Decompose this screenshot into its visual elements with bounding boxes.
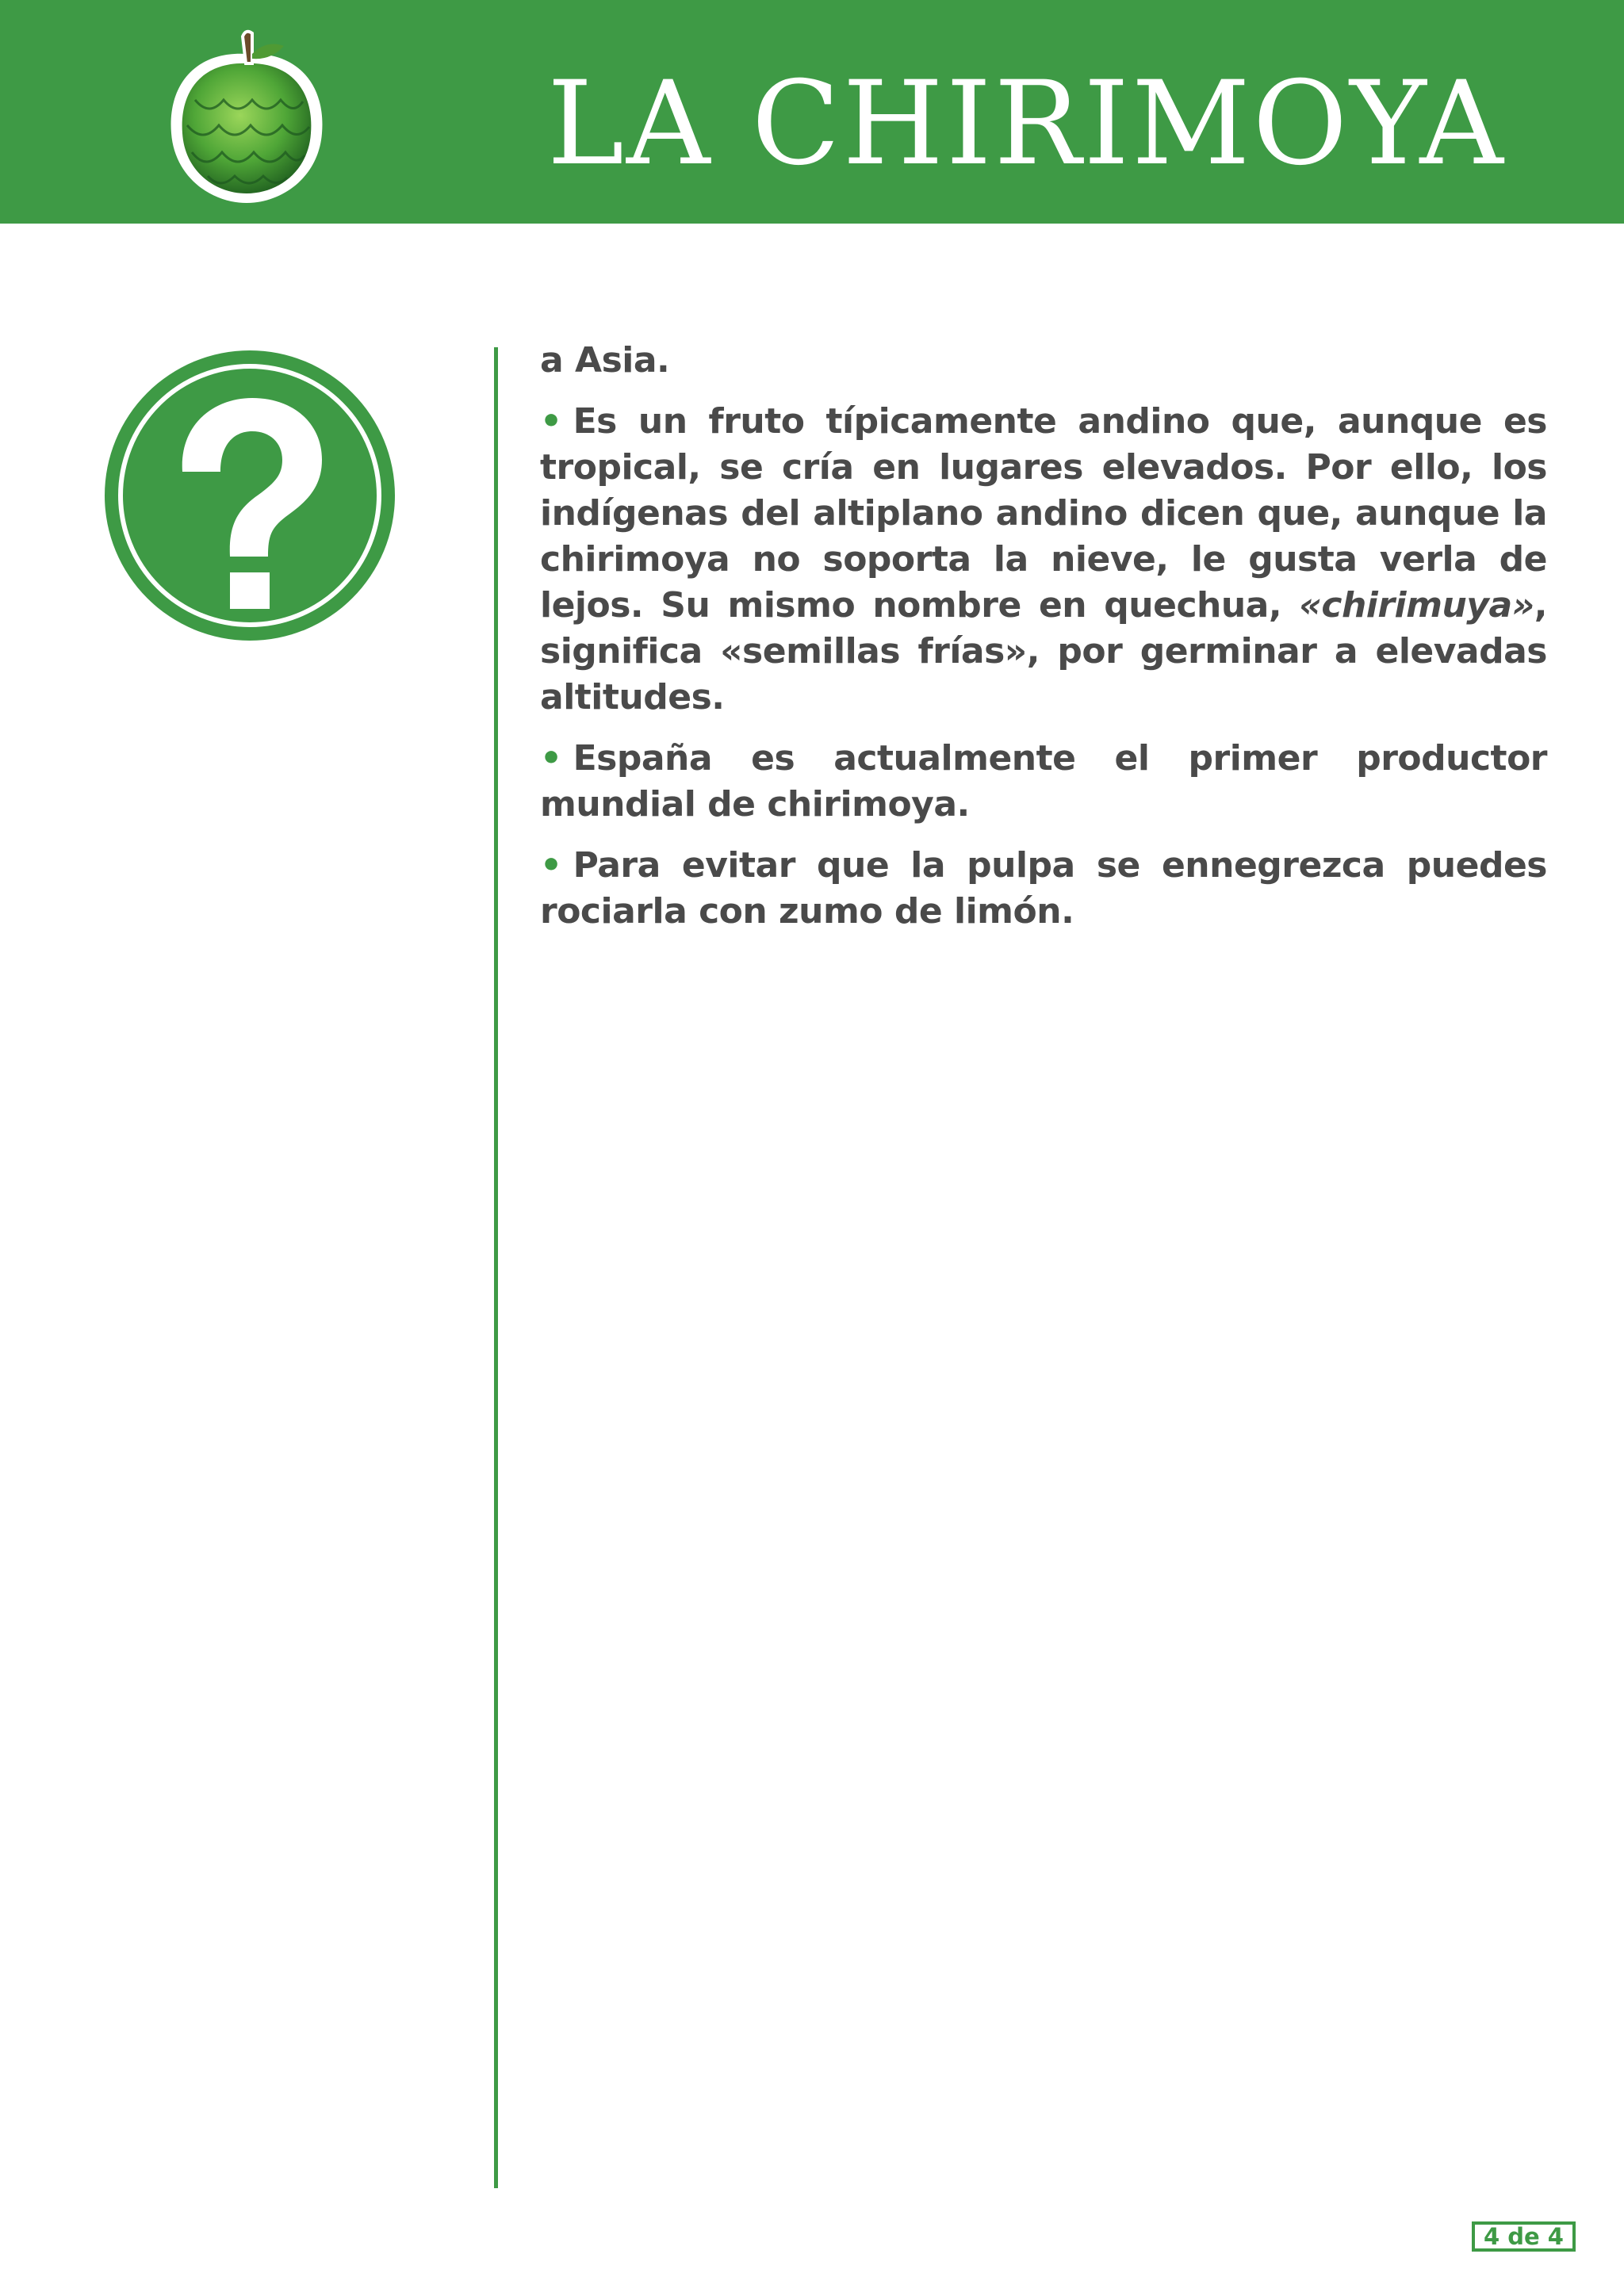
content-column: [540, 338, 1547, 950]
bullet-icon: •: [540, 845, 562, 886]
list-item-text: Para evitar que la pulpa se ennegrezca puedes rociarla con zumo de limón.: [540, 845, 1547, 932]
bullet-icon: •: [540, 738, 562, 779]
list-item-italic-text: «chirimuya»: [1299, 585, 1534, 626]
continuation-text: a Asia.: [540, 340, 670, 381]
header-bar: [0, 0, 1624, 224]
page-number: 4 de 4: [1472, 2221, 1576, 2252]
list-item-text: España es actualmente el primer productor mundial de chirimoya.: [540, 738, 1547, 825]
page-title: LA CHIRIMOYA: [547, 56, 1506, 191]
list-item: [540, 843, 1547, 935]
question-mark-icon: [103, 349, 396, 642]
vertical-divider: [494, 347, 498, 2188]
list-item-text: , significa «semillas frías», por germinar a elevadas altitudes.: [540, 585, 1547, 718]
list-item-text: Es un fruto típicamente andino que, aunque es tropical, se cría en lugares elevados. Por ello, los indígenas del altiplano andino dicen que, aunque la chirimoya no soporta la nieve, le gusta verla de lejos. Su mismo nombre en quechua,: [540, 401, 1547, 626]
list-item: [540, 399, 1547, 721]
list-item: [540, 736, 1547, 828]
bullet-icon: •: [540, 401, 562, 442]
cherimoya-fruit-icon: [163, 22, 330, 206]
